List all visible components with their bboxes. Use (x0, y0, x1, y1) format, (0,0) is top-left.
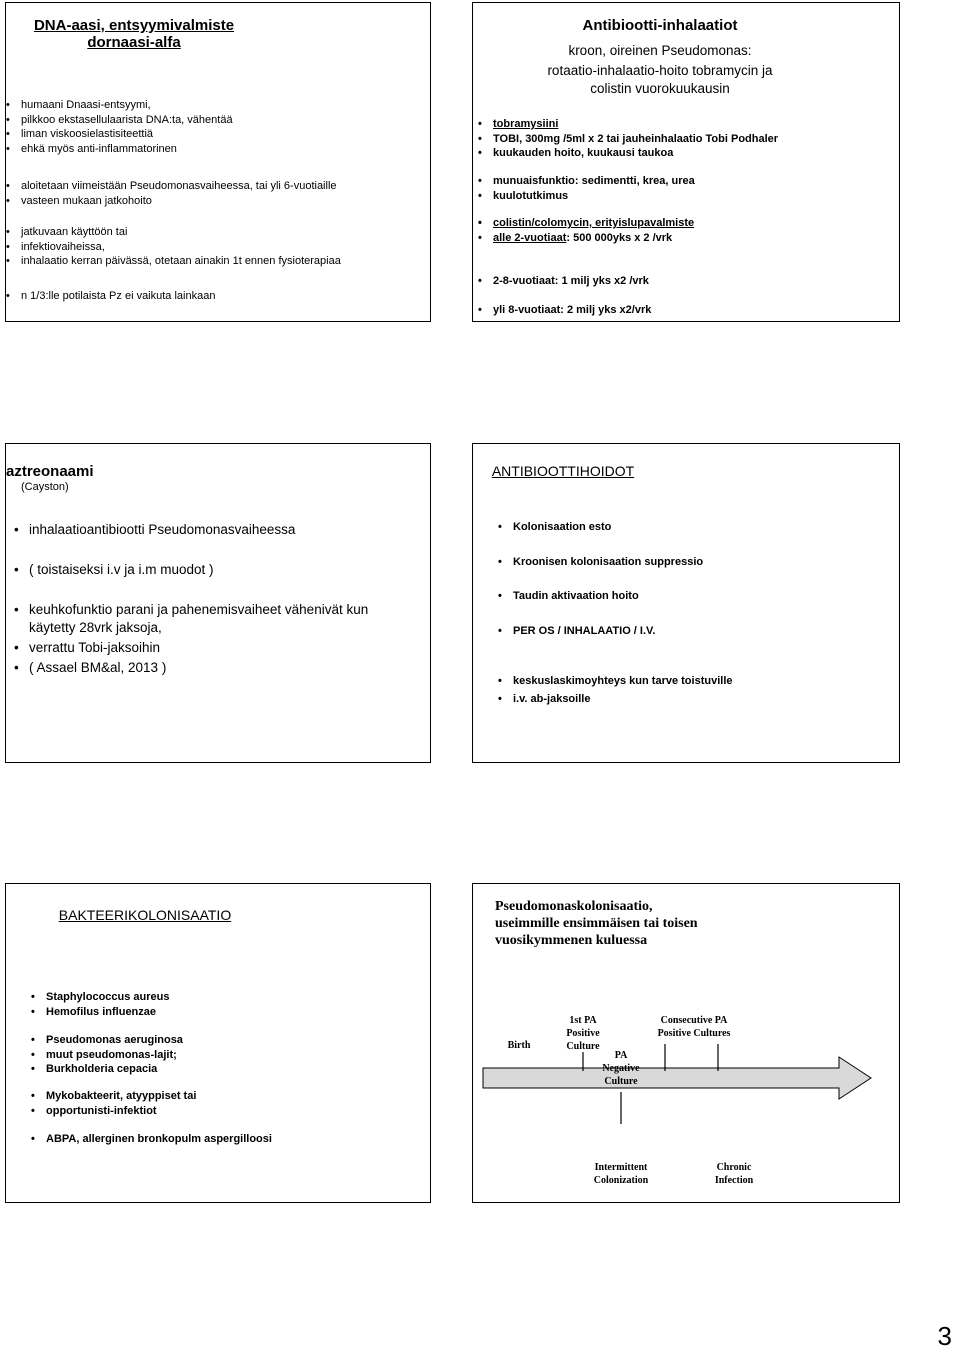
slide-aztreonaami (5, 443, 431, 763)
bullet-list (498, 520, 733, 706)
list-item: • 2-8-vuotiaat: 1 milj yks x2 /vrk (478, 274, 649, 289)
label-line: Culture (604, 1076, 638, 1087)
slide-subtitle-line3: colistin vuorokuukausin (590, 81, 730, 96)
list-item: • jatkuvaan käyttöön tai (6, 225, 341, 240)
slide-title-line1: DNA-aasi, entsyymivalmiste (33, 17, 235, 34)
list-item: • opportunisti-infektiot (31, 1104, 196, 1119)
list-item: • Kroonisen kolonisaation suppressio (498, 555, 733, 570)
slide-title: Antibiootti-inhalaatiot (582, 17, 738, 34)
list-item: • tobramysiini (478, 117, 778, 132)
label-pa-negative (591, 1049, 651, 1088)
list-item: • Taudin aktivaation hoito (498, 589, 733, 604)
bullet-group-4 (6, 289, 215, 304)
bullet-group-4 (478, 274, 649, 289)
page-number: 3 (937, 1321, 952, 1351)
list-item: • alle 2-vuotiaat: 500 000yks x 2 /vrk (478, 231, 694, 246)
label-line: 1st PA (569, 1015, 597, 1026)
bullet-group-1 (478, 117, 778, 161)
bullet-group-3 (31, 1089, 196, 1118)
label-line: Culture (566, 1041, 600, 1052)
label-chronic (699, 1161, 769, 1187)
slide-subtitle-line2: rotaatio-inhalaatio-hoito tobramycin ja (547, 63, 773, 78)
bullet-group-3 (478, 216, 694, 245)
list-item: • ( Assael BM&al, 2013 ) (14, 659, 368, 677)
bullet-group-2 (31, 1033, 183, 1077)
label-line: PA (614, 1050, 628, 1061)
list-item: • vasteen mukaan jatkohoito (6, 194, 337, 209)
bullet-list (14, 521, 368, 677)
list-item: • muut pseudomonas-lajit; (31, 1048, 183, 1063)
list-item: • PER OS / INHALAATIO / I.V. (498, 624, 733, 639)
list-item: • aloitetaan viimeistään Pseudomonasvaiheessa, tai yli 6-vuotiaille (6, 179, 337, 194)
label-line: Consecutive PA (660, 1015, 728, 1026)
list-item: • verrattu Tobi-jaksoihin (14, 639, 368, 657)
list-item: • humaani Dnaasi-entsyymi, (6, 98, 233, 113)
timeline-arrow (483, 1057, 871, 1099)
list-item: • munuaisfunktio: sedimentti, krea, urea (478, 174, 695, 189)
list-item: • Kolonisaation esto (498, 520, 733, 535)
slide-title-line2: useimmille ensimmäisen tai toisen (495, 916, 698, 931)
list-item: • keuhkofunktio parani ja pahenemisvaiheet vähenivät kun (14, 601, 368, 619)
bullet-group-1 (6, 98, 233, 156)
label-line: Infection (714, 1175, 754, 1186)
slide-antibiootti-inhalaatiot (472, 2, 900, 322)
list-item: • TOBI, 300mg /5ml x 2 tai jauheinhalaatio Tobi Podhaler (478, 132, 778, 147)
slide-subtitle-line1: kroon, oireinen Pseudomonas: (568, 43, 752, 58)
slide-dna-aasi (5, 2, 431, 322)
list-item: • liman viskoosielastisiteettiä (6, 127, 233, 142)
list-item: • n 1/3:lle potilaista Pz ei vaikuta lainkaan (6, 289, 215, 304)
label-line: Positive (566, 1028, 600, 1039)
timeline-diagram (473, 884, 900, 1203)
slide-title: aztreonaami (6, 463, 94, 480)
label-consecutive (649, 1014, 739, 1040)
slide-title: BAKTEERIKOLONISAATIO (58, 907, 232, 923)
label-first-pa (553, 1014, 613, 1053)
label-intermittent (581, 1161, 661, 1187)
list-item: • Staphylococcus aureus (31, 990, 170, 1005)
slide-pseudomonaskolonisaatio (472, 883, 900, 1203)
bullet-group-2 (478, 174, 695, 203)
list-item: • inhalaatio kerran päivässä, otetaan ainakin 1t ennen fysioterapiaa (6, 254, 341, 269)
list-item: • yli 8-vuotiaat: 2 milj yks x2/vrk (478, 303, 651, 318)
label-line: Negative (602, 1063, 640, 1074)
slide-title: ANTIBIOOTTIHOIDOT (491, 463, 635, 479)
slide-title-line2: dornaasi-alfa (87, 34, 181, 51)
list-item: • ABPA, allerginen bronkopulm aspergilloosi (31, 1132, 272, 1147)
label-line: Chronic (716, 1162, 752, 1173)
list-item: • Mykobakteerit, atyyppiset tai (31, 1089, 196, 1104)
slide-bakteerikolonisaatio (5, 883, 431, 1203)
list-item: • kuulotutkimus (478, 189, 695, 204)
label-line: Colonization (593, 1175, 649, 1186)
label-birth: Birth (507, 1040, 531, 1051)
list-item: • colistin/colomycin, erityislupavalmiste (478, 216, 694, 231)
bullet-group-2 (6, 179, 337, 208)
list-item: • ( toistaiseksi i.v ja i.m muodot ) (14, 561, 368, 579)
list-item: • keskuslaskimoyhteys kun tarve toistuville (498, 674, 733, 689)
bullet-group-3 (6, 225, 341, 269)
slide-subtitle: (Cayston) (21, 481, 69, 493)
label-line: Positive Cultures (657, 1028, 731, 1039)
slide-antibioottihoidot (472, 443, 900, 763)
list-item: • ehkä myös anti-inflammatorinen (6, 142, 233, 157)
slide-title-line3: vuosikymmenen kuluessa (495, 933, 648, 948)
slide-title-line1: Pseudomonaskolonisaatio, (495, 899, 653, 914)
bullet-group-1 (31, 990, 170, 1019)
bullet-group-4 (31, 1132, 272, 1147)
list-item: • kuukauden hoito, kuukausi taukoa (478, 146, 778, 161)
list-item: • i.v. ab-jaksoille (498, 692, 733, 707)
label-line: Intermittent (594, 1162, 648, 1173)
list-item: • infektiovaiheissa, (6, 240, 341, 255)
bullet-group-5 (478, 303, 651, 318)
list-item: • Pseudomonas aeruginosa (31, 1033, 183, 1048)
list-item: • Burkholderia cepacia (31, 1062, 183, 1077)
list-item: • Hemofilus influenzae (31, 1005, 170, 1020)
list-item: • inhalaatioantibiootti Pseudomonasvaiheessa (14, 521, 368, 539)
list-item: • pilkkoo ekstasellulaarista DNA:ta, vähentää (6, 113, 233, 128)
list-item: käytetty 28vrk jaksoja, (29, 620, 162, 635)
